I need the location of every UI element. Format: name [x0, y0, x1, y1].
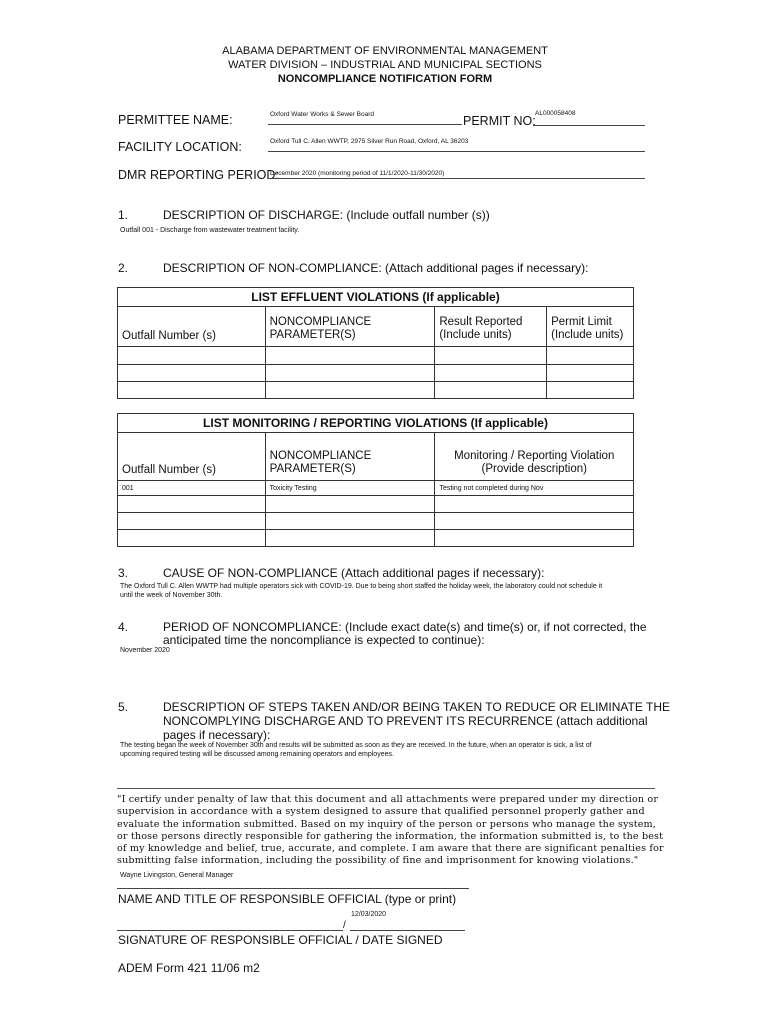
section-3-number: 3. — [118, 566, 129, 580]
official-name-label: NAME AND TITLE OF RESPONSIBLE OFFICIAL (type or print) — [118, 892, 457, 906]
header-line-1: ALABAMA DEPARTMENT OF ENVIRONMENTAL MANAGEMENT — [222, 45, 548, 57]
form-id: ADEM Form 421 11/06 m2 — [118, 961, 260, 975]
section-1-number: 1. — [118, 208, 129, 222]
dmr-value: December 2020 (monitoring period of 11/1/2020-11/30/2020) — [270, 170, 445, 177]
monitoring-col-parameter: NONCOMPLIANCE PARAMETER(S) — [265, 433, 435, 481]
permittee-underline — [268, 124, 462, 125]
monitoring-violations-table — [117, 413, 634, 547]
dmr-label: DMR REPORTING PERIOD: — [118, 168, 279, 182]
section-5-number: 5. — [118, 700, 129, 714]
table-row — [118, 513, 634, 530]
divider — [117, 788, 655, 789]
monitoring-col-violation: Monitoring / Reporting Violation (Provide description) — [435, 433, 634, 481]
signature-label: SIGNATURE OF RESPONSIBLE OFFICIAL / DATE SIGNED — [118, 933, 443, 947]
date-signed-value: 12/03/2020 — [351, 911, 387, 918]
section-2-number: 2. — [118, 261, 129, 275]
section-5-title-line-3: pages if necessary): — [163, 728, 271, 742]
table-row — [118, 365, 634, 382]
permittee-label: PERMITTEE NAME: — [118, 113, 233, 127]
section-5-title-line-1: DESCRIPTION OF STEPS TAKEN AND/OR BEING TAKEN TO REDUCE OR ELIMINATE THE — [163, 700, 670, 714]
effluent-col-result: Result Reported (Include units) — [435, 307, 547, 347]
facility-underline — [268, 151, 645, 152]
date-line — [350, 930, 465, 931]
section-3-answer-line-2: until the week of November 30th. — [120, 592, 223, 599]
table-row — [118, 347, 634, 365]
facility-value: Oxford Tull C. Allen WWTP, 2975 Silver Run Road, Oxford, AL 36203 — [270, 138, 469, 145]
permit-value: AL000058408 — [535, 110, 576, 117]
official-name-line — [117, 888, 469, 889]
signature-line — [117, 930, 343, 931]
permit-label: PERMIT NO: — [463, 114, 536, 128]
monitoring-table-title: LIST MONITORING / REPORTING VIOLATIONS (If applicable) — [118, 414, 634, 433]
effluent-violations-table — [117, 287, 634, 399]
effluent-col-outfall: Outfall Number (s) — [118, 307, 266, 347]
official-name-value: Wayne Livingston, General Manager — [120, 872, 234, 879]
table-row — [118, 382, 634, 399]
table-row — [118, 481, 634, 496]
dmr-underline — [268, 178, 645, 179]
section-4-title-line-2: anticipated time the noncompliance is expected to continue): — [163, 633, 485, 647]
form-title: NONCOMPLIANCE NOTIFICATION FORM — [277, 73, 493, 85]
effluent-col-parameter: NONCOMPLIANCE PARAMETER(S) — [265, 307, 435, 347]
section-4-number: 4. — [118, 620, 129, 634]
section-5-answer-line-1: The testing began the week of November 30th and results will be submitted as soon as they are received. In the future, when an operator is sick, a list of — [120, 742, 592, 749]
header-line-2: WATER DIVISION – INDUSTRIAL AND MUNICIPAL SECTIONS — [228, 59, 542, 71]
section-4-answer: November 2020 — [120, 647, 170, 654]
monitoring-col-outfall: Outfall Number (s) — [118, 433, 266, 481]
table-row — [118, 530, 634, 547]
monitoring-row1-description: Testing not completed during Nov — [435, 481, 634, 496]
permit-underline — [533, 125, 645, 126]
table-row — [118, 496, 634, 513]
signature-date-separator: / — [343, 920, 346, 931]
permittee-value: Oxford Water Works & Sewer Board — [270, 111, 375, 118]
section-4-title-line-1: PERIOD OF NONCOMPLIANCE: (Include exact date(s) and time(s) or, if not corrected, the — [163, 620, 647, 634]
section-3-title: CAUSE OF NON-COMPLIANCE (Attach additional pages if necessary): — [163, 566, 545, 580]
facility-label: FACILITY LOCATION: — [118, 140, 242, 154]
section-1-answer: Outfall 001 - Discharge from wastewater treatment facility. — [120, 227, 300, 234]
section-3-answer-line-1: The Oxford Tull C. Allen WWTP had multiple operators sick with COVID-19. Due to being short staffed the holiday week, the laboratory could not schedule it — [120, 583, 603, 590]
section-5-title-line-2: NONCOMPLYING DISCHARGE AND TO PREVENT ITS RECURRENCE (attach additional — [163, 714, 648, 728]
section-5-answer-line-2: upcoming required testing will be discussed among remaining operators and employees. — [120, 751, 394, 758]
effluent-table-title: LIST EFFLUENT VIOLATIONS (If applicable) — [118, 288, 634, 307]
section-1-title: DESCRIPTION OF DISCHARGE: (Include outfall number (s)) — [163, 208, 490, 222]
effluent-col-limit: Permit Limit (Include units) — [547, 307, 634, 347]
monitoring-row1-parameter: Toxicity Testing — [265, 481, 435, 496]
section-2-title: DESCRIPTION OF NON-COMPLIANCE: (Attach additional pages if necessary): — [163, 261, 589, 275]
monitoring-row1-outfall: 001 — [118, 481, 266, 496]
certification-statement: "I certify under penalty of law that this document and all attachments were prepared under my direction or supervision in accordance with a system designed to assure that qualified personnel properly gather and evaluate the information submitted. Based on my inquiry of the person or persons who manage the system, or those persons directly responsible for gathering the information, the information submitted is, to the best of my knowledge and belief, true, accurate, and complete. I am aware that there are significant penalties for submitting false information, including the possibility of fine and imprisonment for knowing violations." — [117, 794, 664, 867]
